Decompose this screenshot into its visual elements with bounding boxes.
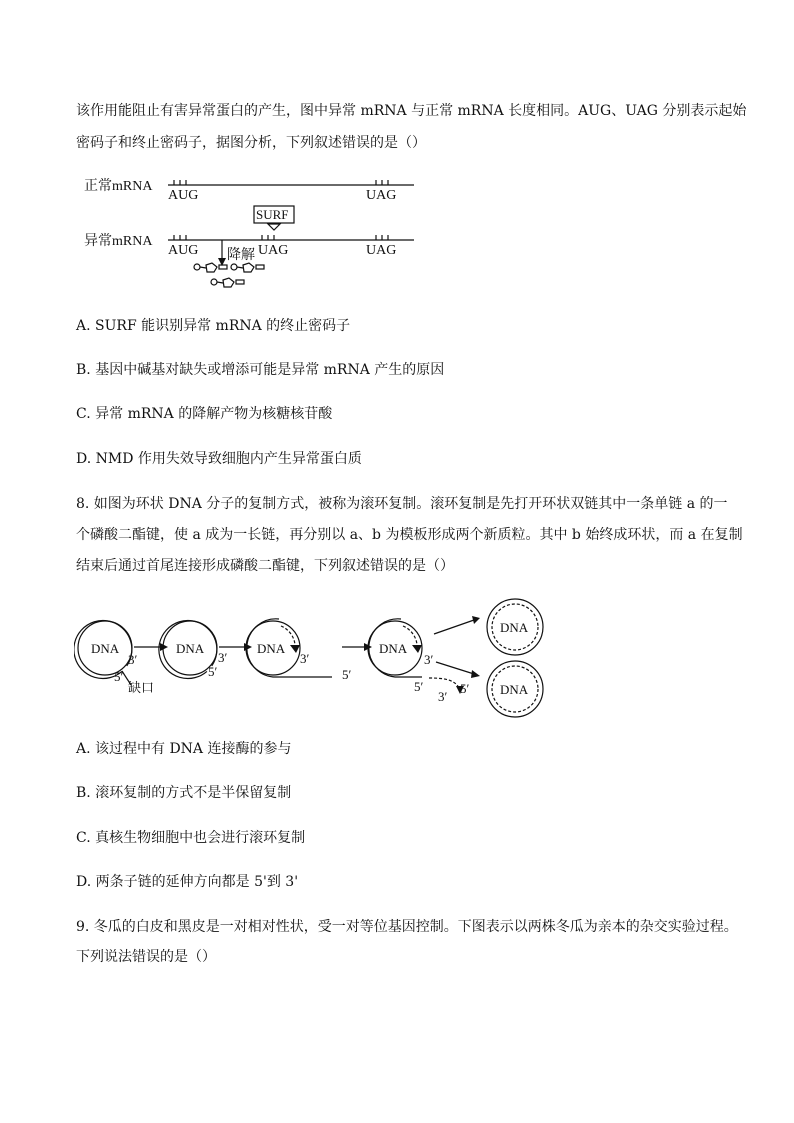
q8-option-d: D. 两条子链的延伸方向都是 5'到 3' [76, 874, 299, 890]
three-prime-label-3: 3′ [300, 651, 310, 666]
nick-label: 缺口 [128, 680, 155, 695]
abnormal-uag-label: UAG [366, 243, 397, 258]
surf-label: SURF [256, 207, 289, 222]
three-prime-label-2: 3′ [218, 650, 228, 665]
q8-option-b: B. 滚环复制的方式不是半保留复制 [76, 785, 292, 801]
q8-rolling-circle-figure [74, 598, 550, 724]
q8-option-a: A. 该过程中有 DNA 连接酶的参与 [76, 741, 292, 757]
q8-option-c: C. 真核生物细胞中也会进行滚环复制 [76, 830, 306, 846]
dna-label-4: DNA [379, 641, 408, 656]
three-prime-label-5: 3′ [438, 689, 448, 704]
normal-aug-label: AUG [168, 188, 199, 203]
q9-stem-line-2: 下列说法错误的是（） [76, 949, 216, 965]
q9-stem-line-1: 9. 冬瓜的白皮和黑皮是一对相对性状，受一对等位基因控制。下图表示以两株冬瓜为亲本的杂交实验过程。 [76, 919, 738, 935]
five-prime-label-4: 5′ [414, 679, 424, 694]
five-prime-label-2: 5′ [208, 664, 218, 679]
dna-label-3: DNA [257, 641, 286, 656]
dna-label-1: DNA [91, 641, 120, 656]
dna-label-product-2: DNA [500, 682, 529, 697]
abnormal-premature-uag-label: UAG [258, 243, 289, 258]
normal-mrna-label: 正常mRNA [84, 179, 153, 194]
dna-label-product-1: DNA [500, 620, 529, 635]
q7-option-a: A. SURF 能识别异常 mRNA 的终止密码子 [76, 318, 351, 334]
five-prime-label-5: 5′ [460, 681, 470, 696]
q8-stem-line-3: 结束后通过首尾连接形成磷酸二酯键，下列叙述错误的是（） [76, 558, 454, 574]
three-prime-label-1: 3′ [128, 652, 138, 667]
q7-mrna-figure [76, 172, 426, 297]
five-prime-label-1: 5′ [114, 669, 124, 684]
q7-stem-line-2: 密码子和终止密码子，据图分析，下列叙述错误的是（） [76, 135, 426, 151]
q7-option-c: C. 异常 mRNA 的降解产物为核糖核苷酸 [76, 406, 333, 422]
abnormal-mrna-label: 异常mRNA [84, 234, 153, 249]
three-prime-label-4: 3′ [424, 652, 434, 667]
dna-label-2: DNA [176, 641, 205, 656]
normal-uag-label: UAG [366, 188, 397, 203]
five-prime-label-3: 5′ [342, 667, 352, 682]
degrade-label: 降解 [227, 248, 255, 263]
abnormal-aug-label: AUG [168, 243, 199, 258]
q8-stem-line-2: 个磷酸二酯键，使 a 成为一长链，再分别以 a、b 为模板形成两个新质粒。其中 b 始终成环状，而 a 在复制 [76, 527, 743, 543]
q7-stem-line-1: 该作用能阻止有害异常蛋白的产生，图中异常 mRNA 与正常 mRNA 长度相同。AUG、UAG 分别表示起始 [76, 103, 747, 119]
q7-option-d: D. NMD 作用失效导致细胞内产生异常蛋白质 [76, 451, 362, 467]
q8-stem-line-1: 8. 如图为环状 DNA 分子的复制方式，被称为滚环复制。滚环复制是先打开环状双链其中一条单链 a 的一 [76, 496, 728, 512]
q7-option-b: B. 基因中碱基对缺失或增添可能是异常 mRNA 产生的原因 [76, 362, 445, 378]
